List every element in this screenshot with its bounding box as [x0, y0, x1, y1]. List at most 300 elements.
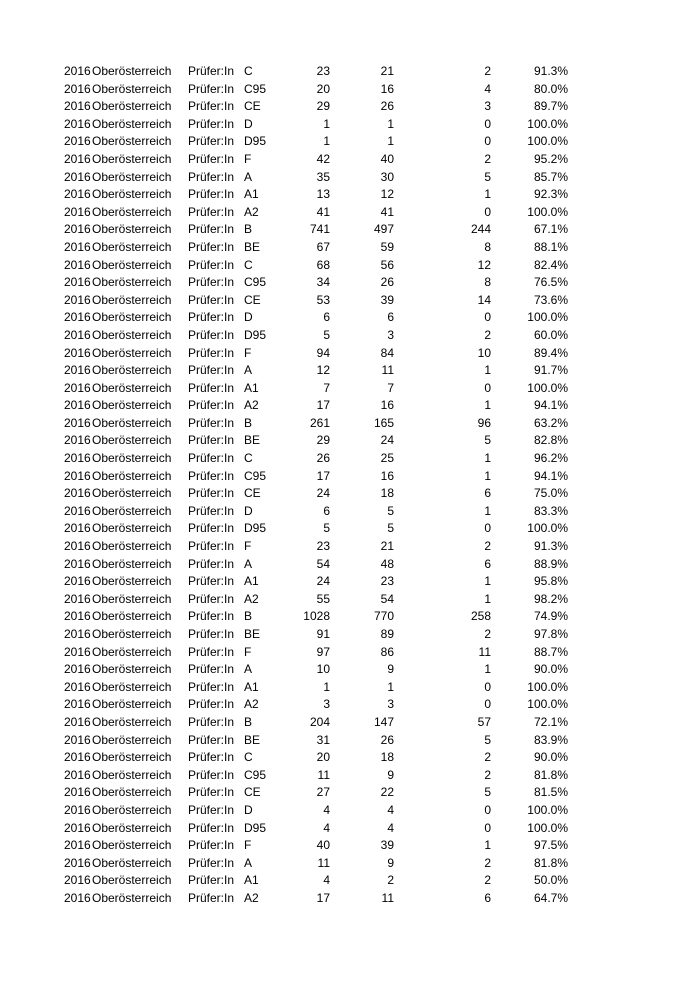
passed-count-cell: 16 [380, 398, 394, 413]
pass-rate-cell: 60.0% [533, 327, 568, 342]
pass-rate-cell: 100.0% [527, 116, 568, 131]
table-row [0, 345, 700, 363]
region-cell: Oberösterreich [92, 802, 172, 817]
pass-rate-cell: 85.7% [533, 169, 568, 184]
passed-count-cell: 6 [387, 310, 394, 325]
pass-rate-cell: 94.1% [533, 398, 568, 413]
pass-rate-cell: 94.1% [533, 468, 568, 483]
table-row [0, 767, 700, 785]
role-cell: Prüfer:In [188, 697, 235, 712]
year-cell: 2016 [64, 451, 91, 466]
role-cell: Prüfer:In [188, 204, 235, 219]
pass-rate-cell: 80.0% [533, 81, 568, 96]
total-count-cell: 11 [317, 855, 330, 870]
license-class-cell: A1 [244, 187, 259, 202]
total-count-cell: 7 [323, 380, 330, 395]
license-class-cell: C95 [244, 468, 267, 483]
year-cell: 2016 [64, 732, 91, 747]
pass-rate-cell: 91.3% [533, 539, 568, 554]
total-count-cell: 42 [316, 151, 330, 166]
failed-count-cell: 0 [484, 802, 491, 817]
year-cell: 2016 [64, 345, 91, 360]
total-count-cell: 23 [316, 64, 330, 78]
total-count-cell: 41 [316, 204, 330, 219]
region-cell: Oberösterreich [92, 99, 172, 114]
license-class-cell: D95 [244, 820, 267, 835]
passed-count-cell: 23 [380, 574, 394, 589]
total-count-cell: 4 [323, 820, 330, 835]
total-count-cell: 11 [317, 767, 330, 782]
table-row [0, 450, 700, 468]
total-count-cell: 97 [316, 644, 330, 659]
region-cell: Oberösterreich [92, 433, 172, 448]
region-cell: Oberösterreich [92, 785, 172, 800]
total-count-cell: 261 [309, 415, 330, 430]
table-row [0, 890, 700, 908]
total-count-cell: 10 [316, 662, 330, 677]
passed-count-cell: 56 [380, 257, 394, 272]
failed-count-cell: 1 [484, 451, 491, 466]
total-count-cell: 68 [316, 257, 330, 272]
table-row [0, 63, 700, 81]
region-cell: Oberösterreich [92, 187, 172, 202]
license-class-cell: CE [244, 486, 261, 501]
region-cell: Oberösterreich [92, 398, 172, 413]
license-class-cell: D [244, 802, 253, 817]
year-cell: 2016 [64, 838, 91, 853]
role-cell: Prüfer:In [188, 662, 235, 677]
role-cell: Prüfer:In [188, 591, 235, 606]
pass-rate-cell: 63.2% [533, 415, 568, 430]
role-cell: Prüfer:In [188, 802, 235, 817]
role-cell: Prüfer:In [188, 81, 235, 96]
year-cell: 2016 [64, 609, 91, 624]
region-cell: Oberösterreich [92, 820, 172, 835]
passed-count-cell: 48 [380, 556, 394, 571]
passed-count-cell: 2 [387, 873, 394, 888]
failed-count-cell: 14 [477, 292, 491, 307]
total-count-cell: 3 [323, 697, 330, 712]
pass-rate-cell: 96.2% [533, 451, 568, 466]
failed-count-cell: 3 [484, 99, 491, 114]
table-row [0, 503, 700, 521]
failed-count-cell: 1 [484, 187, 491, 202]
year-cell: 2016 [64, 257, 91, 272]
year-cell: 2016 [64, 99, 91, 114]
total-count-cell: 17 [316, 468, 330, 483]
failed-count-cell: 5 [484, 732, 491, 747]
failed-count-cell: 2 [484, 64, 491, 78]
table-row [0, 380, 700, 398]
failed-count-cell: 1 [484, 662, 491, 677]
license-class-cell: CE [244, 785, 261, 800]
total-count-cell: 29 [316, 433, 330, 448]
license-class-cell: C95 [244, 275, 267, 290]
region-cell: Oberösterreich [92, 380, 172, 395]
region-cell: Oberösterreich [92, 116, 172, 131]
table-row [0, 696, 700, 714]
year-cell: 2016 [64, 785, 91, 800]
total-count-cell: 1 [323, 116, 330, 131]
pass-rate-cell: 100.0% [527, 697, 568, 712]
year-cell: 2016 [64, 327, 91, 342]
failed-count-cell: 6 [484, 486, 491, 501]
failed-count-cell: 1 [484, 838, 491, 853]
license-class-cell: A2 [244, 398, 259, 413]
passed-count-cell: 1 [387, 116, 394, 131]
table-row [0, 626, 700, 644]
passed-count-cell: 54 [380, 591, 394, 606]
role-cell: Prüfer:In [188, 169, 235, 184]
table-row [0, 257, 700, 275]
license-class-cell: D95 [244, 521, 267, 536]
total-count-cell: 94 [316, 345, 330, 360]
year-cell: 2016 [64, 820, 91, 835]
year-cell: 2016 [64, 222, 91, 237]
table-row [0, 872, 700, 890]
pass-rate-cell: 81.5% [533, 785, 568, 800]
license-class-cell: BE [244, 239, 261, 254]
region-cell: Oberösterreich [92, 486, 172, 501]
region-cell: Oberösterreich [92, 257, 172, 272]
license-class-cell: A1 [244, 380, 259, 395]
license-class-cell: B [244, 714, 253, 729]
region-cell: Oberösterreich [92, 890, 172, 905]
region-cell: Oberösterreich [92, 679, 172, 694]
year-cell: 2016 [64, 503, 91, 518]
failed-count-cell: 1 [484, 574, 491, 589]
failed-count-cell: 6 [484, 890, 491, 905]
passed-count-cell: 4 [387, 802, 394, 817]
table-row [0, 327, 700, 345]
total-count-cell: 5 [323, 327, 330, 342]
role-cell: Prüfer:In [188, 820, 235, 835]
failed-count-cell: 2 [484, 627, 491, 641]
license-class-cell: D [244, 503, 253, 518]
total-count-cell: 1 [323, 134, 330, 149]
region-cell: Oberösterreich [92, 239, 172, 254]
license-class-cell: F [244, 151, 252, 166]
failed-count-cell: 12 [477, 257, 491, 272]
passed-count-cell: 59 [380, 239, 394, 254]
failed-count-cell: 0 [484, 310, 491, 325]
role-cell: Prüfer:In [188, 451, 235, 466]
table-row [0, 415, 700, 433]
pass-rate-cell: 100.0% [527, 310, 568, 325]
year-cell: 2016 [64, 169, 91, 184]
failed-count-cell: 6 [484, 556, 491, 571]
passed-count-cell: 25 [380, 451, 394, 466]
role-cell: Prüfer:In [188, 275, 235, 290]
license-class-cell: BE [244, 627, 261, 641]
total-count-cell: 4 [323, 802, 330, 817]
passed-count-cell: 89 [380, 627, 394, 641]
role-cell: Prüfer:In [188, 327, 235, 342]
passed-count-cell: 147 [373, 714, 394, 729]
table-row [0, 802, 700, 820]
role-cell: Prüfer:In [188, 574, 235, 589]
passed-count-cell: 26 [380, 275, 394, 290]
failed-count-cell: 1 [484, 468, 491, 483]
total-count-cell: 31 [316, 732, 330, 747]
license-class-cell: A2 [244, 890, 259, 905]
passed-count-cell: 41 [380, 204, 394, 219]
region-cell: Oberösterreich [92, 591, 172, 606]
table-row [0, 538, 700, 556]
license-class-cell: C95 [244, 81, 267, 96]
year-cell: 2016 [64, 591, 91, 606]
table-row [0, 837, 700, 855]
failed-count-cell: 2 [484, 327, 491, 342]
license-class-cell: A1 [244, 873, 259, 888]
role-cell: Prüfer:In [188, 732, 235, 747]
total-count-cell: 24 [316, 486, 330, 501]
passed-count-cell: 7 [387, 380, 394, 395]
failed-count-cell: 244 [470, 222, 491, 237]
pass-rate-cell: 95.8% [533, 574, 568, 589]
table-row [0, 714, 700, 732]
table-row [0, 468, 700, 486]
license-class-cell: B [244, 609, 253, 624]
passed-count-cell: 9 [387, 855, 394, 870]
year-cell: 2016 [64, 380, 91, 395]
pass-rate-cell: 98.2% [533, 591, 568, 606]
pass-rate-cell: 89.4% [533, 345, 568, 360]
role-cell: Prüfer:In [188, 433, 235, 448]
passed-count-cell: 16 [380, 81, 394, 96]
region-cell: Oberösterreich [92, 750, 172, 765]
passed-count-cell: 39 [380, 292, 394, 307]
passed-count-cell: 1 [387, 679, 394, 694]
license-class-cell: A2 [244, 697, 259, 712]
role-cell: Prüfer:In [188, 890, 235, 905]
region-cell: Oberösterreich [92, 838, 172, 853]
total-count-cell: 24 [316, 574, 330, 589]
year-cell: 2016 [64, 468, 91, 483]
region-cell: Oberösterreich [92, 327, 172, 342]
license-class-cell: CE [244, 99, 261, 114]
table-row [0, 573, 700, 591]
year-cell: 2016 [64, 81, 91, 96]
year-cell: 2016 [64, 310, 91, 325]
role-cell: Prüfer:In [188, 415, 235, 430]
region-cell: Oberösterreich [92, 468, 172, 483]
region-cell: Oberösterreich [92, 134, 172, 149]
license-class-cell: BE [244, 433, 261, 448]
failed-count-cell: 0 [484, 820, 491, 835]
table-row [0, 133, 700, 151]
year-cell: 2016 [64, 239, 91, 254]
license-class-cell: A [244, 855, 253, 870]
pass-rate-cell: 72.1% [533, 714, 568, 729]
role-cell: Prüfer:In [188, 257, 235, 272]
pass-rate-cell: 100.0% [527, 380, 568, 395]
passed-count-cell: 40 [380, 151, 394, 166]
passed-count-cell: 84 [380, 345, 394, 360]
table-row [0, 855, 700, 873]
failed-count-cell: 8 [484, 275, 491, 290]
passed-count-cell: 39 [380, 838, 394, 853]
role-cell: Prüfer:In [188, 609, 235, 624]
passed-count-cell: 26 [380, 99, 394, 114]
region-cell: Oberösterreich [92, 609, 172, 624]
total-count-cell: 1028 [303, 609, 330, 624]
year-cell: 2016 [64, 627, 91, 641]
total-count-cell: 34 [316, 275, 330, 290]
pass-rate-cell: 100.0% [527, 679, 568, 694]
role-cell: Prüfer:In [188, 644, 235, 659]
region-cell: Oberösterreich [92, 363, 172, 378]
region-cell: Oberösterreich [92, 714, 172, 729]
total-count-cell: 6 [323, 310, 330, 325]
pass-rate-cell: 92.3% [533, 187, 568, 202]
pass-rate-cell: 88.9% [533, 556, 568, 571]
year-cell: 2016 [64, 802, 91, 817]
license-class-cell: F [244, 838, 252, 853]
role-cell: Prüfer:In [188, 486, 235, 501]
license-class-cell: C [244, 257, 253, 272]
total-count-cell: 27 [316, 785, 330, 800]
table-row [0, 186, 700, 204]
role-cell: Prüfer:In [188, 714, 235, 729]
pass-rate-cell: 83.9% [533, 732, 568, 747]
region-cell: Oberösterreich [92, 204, 172, 219]
failed-count-cell: 4 [484, 81, 491, 96]
pass-rate-cell: 81.8% [533, 855, 568, 870]
year-cell: 2016 [64, 714, 91, 729]
role-cell: Prüfer:In [188, 521, 235, 536]
passed-count-cell: 30 [380, 169, 394, 184]
pass-rate-cell: 73.6% [533, 292, 568, 307]
region-cell: Oberösterreich [92, 574, 172, 589]
pass-rate-cell: 67.1% [533, 222, 568, 237]
year-cell: 2016 [64, 750, 91, 765]
total-count-cell: 17 [316, 398, 330, 413]
table-row [0, 432, 700, 450]
license-class-cell: D95 [244, 327, 267, 342]
license-class-cell: C [244, 750, 253, 765]
region-cell: Oberösterreich [92, 451, 172, 466]
failed-count-cell: 0 [484, 697, 491, 712]
year-cell: 2016 [64, 134, 91, 149]
region-cell: Oberösterreich [92, 415, 172, 430]
role-cell: Prüfer:In [188, 222, 235, 237]
failed-count-cell: 258 [470, 609, 491, 624]
pass-rate-cell: 100.0% [527, 521, 568, 536]
pass-rate-cell: 90.0% [533, 750, 568, 765]
failed-count-cell: 2 [484, 855, 491, 870]
failed-count-cell: 5 [484, 169, 491, 184]
pass-rate-cell: 100.0% [527, 802, 568, 817]
license-class-cell: D [244, 310, 253, 325]
passed-count-cell: 21 [380, 539, 394, 554]
region-cell: Oberösterreich [92, 222, 172, 237]
passed-count-cell: 11 [381, 890, 394, 905]
year-cell: 2016 [64, 116, 91, 131]
table-row [0, 81, 700, 99]
year-cell: 2016 [64, 556, 91, 571]
license-class-cell: A2 [244, 591, 259, 606]
year-cell: 2016 [64, 662, 91, 677]
region-cell: Oberösterreich [92, 697, 172, 712]
table-row [0, 679, 700, 697]
license-class-cell: D [244, 116, 253, 131]
region-cell: Oberösterreich [92, 345, 172, 360]
license-class-cell: D95 [244, 134, 267, 149]
failed-count-cell: 1 [484, 398, 491, 413]
role-cell: Prüfer:In [188, 345, 235, 360]
table-row [0, 556, 700, 574]
passed-count-cell: 1 [387, 134, 394, 149]
failed-count-cell: 2 [484, 539, 491, 554]
role-cell: Prüfer:In [188, 310, 235, 325]
passed-count-cell: 11 [381, 363, 394, 378]
passed-count-cell: 26 [380, 732, 394, 747]
passed-count-cell: 86 [380, 644, 394, 659]
total-count-cell: 23 [316, 539, 330, 554]
pass-rate-cell: 50.0% [533, 873, 568, 888]
failed-count-cell: 2 [484, 750, 491, 765]
role-cell: Prüfer:In [188, 785, 235, 800]
role-cell: Prüfer:In [188, 750, 235, 765]
failed-count-cell: 1 [484, 363, 491, 378]
pass-rate-cell: 100.0% [527, 134, 568, 149]
total-count-cell: 20 [316, 750, 330, 765]
total-count-cell: 17 [316, 890, 330, 905]
passed-count-cell: 497 [373, 222, 394, 237]
failed-count-cell: 2 [484, 767, 491, 782]
region-cell: Oberösterreich [92, 521, 172, 536]
pass-rate-cell: 90.0% [533, 662, 568, 677]
pass-rate-cell: 74.9% [533, 609, 568, 624]
failed-count-cell: 0 [484, 204, 491, 219]
region-cell: Oberösterreich [92, 275, 172, 290]
role-cell: Prüfer:In [188, 838, 235, 853]
table-row [0, 204, 700, 222]
pass-rate-cell: 82.8% [533, 433, 568, 448]
pass-rate-cell: 81.8% [533, 767, 568, 782]
passed-count-cell: 3 [387, 697, 394, 712]
role-cell: Prüfer:In [188, 116, 235, 131]
passed-count-cell: 24 [380, 433, 394, 448]
license-class-cell: A [244, 363, 253, 378]
failed-count-cell: 0 [484, 380, 491, 395]
year-cell: 2016 [64, 151, 91, 166]
role-cell: Prüfer:In [188, 380, 235, 395]
region-cell: Oberösterreich [92, 627, 172, 641]
failed-count-cell: 2 [484, 873, 491, 888]
role-cell: Prüfer:In [188, 151, 235, 166]
license-class-cell: B [244, 222, 253, 237]
license-class-cell: A [244, 556, 253, 571]
table-row [0, 661, 700, 679]
role-cell: Prüfer:In [188, 539, 235, 554]
total-count-cell: 741 [309, 222, 330, 237]
pass-rate-cell: 100.0% [527, 820, 568, 835]
year-cell: 2016 [64, 433, 91, 448]
year-cell: 2016 [64, 363, 91, 378]
table-row [0, 362, 700, 380]
role-cell: Prüfer:In [188, 134, 235, 149]
license-class-cell: F [244, 345, 252, 360]
role-cell: Prüfer:In [188, 292, 235, 307]
region-cell: Oberösterreich [92, 81, 172, 96]
role-cell: Prüfer:In [188, 398, 235, 413]
table-row [0, 169, 700, 187]
license-class-cell: CE [244, 292, 261, 307]
total-count-cell: 1 [323, 679, 330, 694]
year-cell: 2016 [64, 767, 91, 782]
